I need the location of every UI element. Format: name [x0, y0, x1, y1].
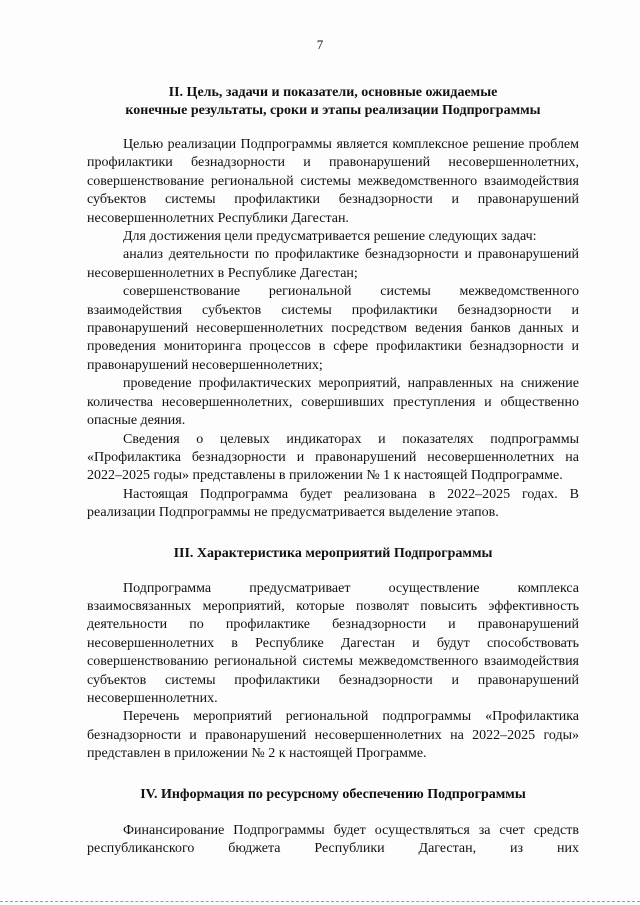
- paragraph: Сведения о целевых индикаторах и показателях подпрограммы «Профилактика безнадзорности и правонарушений несовершеннолетних на 2022–2025 годы» представлены в приложении № 1 к настоящей Подпрограмме.: [87, 431, 579, 484]
- section-4-text: [87, 822, 579, 859]
- paragraph: Настоящая Подпрограмма будет реализована в 2022–2025 годах. В реализации Подпрограммы не предусматривается выделение этапов.: [87, 486, 579, 521]
- paragraph: Перечень мероприятий региональной подпрограммы «Профилактика безнадзорности и правонарушений несовершеннолетних на 2022–2025 годы» представлен в приложении № 2 к настоящей Программе.: [87, 709, 579, 762]
- section-2-heading-line-1: II. Цель, задачи и показатели, основные ожидаемые: [168, 85, 498, 100]
- section-4-heading: IV. Информация по ресурсному обеспечению Подпрограммы: [140, 786, 526, 802]
- paragraph: Для достижения цели предусматривается решение следующих задач:: [123, 229, 537, 245]
- paragraph: проведение профилактических мероприятий, направленных на снижение количества несовершеннолетних, совершивших преступления и общественно опасные деяния.: [87, 376, 579, 429]
- paragraph: Целью реализации Подпрограммы является комплексное решение проблем профилактики безнадзорности и правонарушений несовершеннолетних, совершенствование региональной системы межведомственного взаимодействия субъектов системы профилактики безнадзорности и правонарушений несовершеннолетних Республики Дагестан.: [87, 137, 579, 226]
- paragraph: совершенствование региональной системы межведомственного взаимодействия субъектов системы профилактики безнадзорности и правонарушений несовершеннолетних посредством ведения банков данных и проведения мониторинга процессов в сфере профилактики безнадзорности и правонарушений несовершеннолетних;: [87, 284, 579, 373]
- section-3-text: [87, 580, 579, 764]
- section-2-heading: [87, 84, 579, 120]
- page-number: 7: [316, 37, 324, 52]
- scan-edge-line: [0, 901, 640, 903]
- document-body: [87, 84, 579, 858]
- paragraph: Финансирование Подпрограммы будет осуществляться за счет средств республиканского бюджета Республики Дагестан, из них: [87, 822, 579, 856]
- section-2-text: [87, 136, 579, 523]
- section-3-heading: III. Характеристика мероприятий Подпрограммы: [173, 545, 493, 561]
- paragraph: Подпрограмма предусматривает осуществление комплекса взаимосвязанных мероприятий, которые позволят повысить эффективность деятельности по профилактике безнадзорности и правонарушений несовершеннолетних в Республике Дагестан и будут способствовать совершенствованию региональной системы межведомственного взаимодействия субъектов системы профилактики безнадзорности и правонарушений несовершеннолетних.: [87, 580, 579, 706]
- section-2-heading-line-2: конечные результаты, сроки и этапы реализации Подпрограммы: [125, 103, 541, 118]
- paragraph: анализ деятельности по профилактике безнадзорности и правонарушений несовершеннолетних в Республике Дагестан;: [87, 247, 579, 281]
